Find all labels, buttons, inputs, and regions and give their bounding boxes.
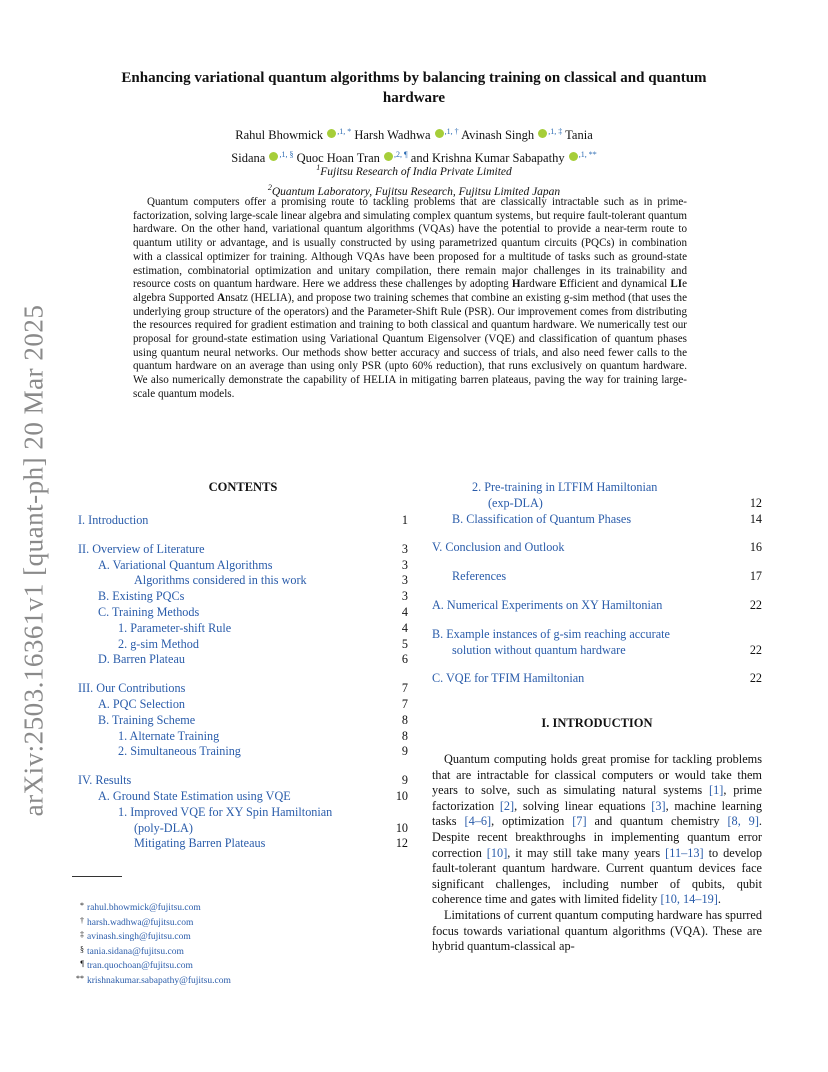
toc-entry[interactable] <box>78 513 408 529</box>
toc-entry-label: D. Barren Plateau <box>98 652 185 667</box>
intro-text: , solving linear equations <box>514 798 652 813</box>
introduction-heading: I. INTRODUCTION <box>541 716 653 730</box>
toc-entry-page: 7 <box>401 696 408 711</box>
author-marks: ,1, ** <box>578 150 597 159</box>
toc-spacer <box>78 668 408 681</box>
author-marks: ,1, * <box>337 127 352 136</box>
contents-right-column <box>432 480 762 687</box>
toc-spacer <box>432 614 762 627</box>
contents-left-column <box>78 480 408 852</box>
paper-title: Enhancing variational quantum algorithms by balancing training on classical and quantum hardware <box>121 70 707 106</box>
toc-entry-page: 1 <box>401 513 408 527</box>
footnote-divider <box>72 876 122 877</box>
toc-entry[interactable] <box>78 773 408 789</box>
footnote-mark: † <box>80 915 84 925</box>
author-name: Quoc Hoan Tran <box>296 151 380 165</box>
affiliation-1: $^1$Fujitsu Research of India Private Limited <box>316 163 512 178</box>
toc-entry[interactable] <box>78 697 408 713</box>
toc-entry[interactable] <box>78 713 408 729</box>
toc-entry-label: B. Classification of Quantum Phases <box>452 511 632 526</box>
intro-text: , prime factorization <box>432 783 762 813</box>
toc-spacer <box>78 529 408 542</box>
footnote-mark: * <box>80 901 84 910</box>
toc-entry-page: 3 <box>401 557 408 572</box>
toc-spacer <box>432 556 762 569</box>
intro-text: , optimization <box>491 814 573 829</box>
toc-entry-page: 4 <box>401 604 408 619</box>
toc-entry[interactable] <box>78 821 408 837</box>
introduction-body <box>432 752 762 955</box>
toc-entry[interactable] <box>78 558 408 574</box>
author-name: Sidana <box>231 151 266 165</box>
toc-entry[interactable] <box>78 542 408 558</box>
intro-text: to develop fault-tolerant quantum hardware. Current quantum devices face significant challenges, including number of qubits, qubit coherence time and gates with limited fidelity <box>432 845 763 907</box>
toc-entry-label: Mitigating Barren Plateaus <box>134 836 266 851</box>
toc-entry-label: I. Introduction <box>78 513 149 527</box>
toc-spacer <box>432 527 762 540</box>
author-line <box>150 122 678 145</box>
footnote-email-link[interactable]: tania.sidana@fujitsu.com <box>87 946 184 957</box>
author-marks: ,1, § <box>279 150 294 159</box>
toc-entry-page: 6 <box>401 652 408 667</box>
toc-entry[interactable] <box>78 637 408 653</box>
toc-entry-page: 8 <box>401 712 408 727</box>
toc-entry[interactable] <box>432 569 762 585</box>
toc-entry-label: C. VQE for TFIM Hamiltonian <box>432 671 585 686</box>
arxiv-stamp <box>4 300 64 820</box>
toc-entry-label: 1. Alternate Training <box>118 728 220 743</box>
toc-entry[interactable] <box>78 652 408 668</box>
citation-link[interactable]: [11–13] <box>665 845 704 860</box>
footnote-mark: ¶ <box>80 959 84 969</box>
toc-entry-label: (poly-DLA) <box>134 820 193 835</box>
intro-text: , it may still take many years <box>507 845 666 860</box>
toc-entry[interactable] <box>78 805 408 821</box>
toc-entry-label: (exp-DLA) <box>488 495 543 510</box>
toc-entry-page: 14 <box>749 511 762 526</box>
footnote-email-link[interactable]: avinash.singh@fujitsu.com <box>87 932 191 943</box>
toc-entry[interactable] <box>78 789 408 805</box>
footnote-mark: ‡ <box>80 930 84 940</box>
toc-entry-label: A. Variational Quantum Algorithms <box>98 557 273 572</box>
toc-list <box>78 513 408 852</box>
toc-entry-page: 7 <box>401 681 408 696</box>
toc-entry[interactable] <box>432 512 762 528</box>
toc-entry-page: 9 <box>401 744 408 759</box>
toc-entry-page: 5 <box>401 636 408 651</box>
toc-entry-label: 2. Simultaneous Training <box>118 744 241 759</box>
author-marks: ,2, ¶ <box>394 150 408 159</box>
toc-entry[interactable] <box>78 589 408 605</box>
citation-link[interactable]: [8, 9] <box>727 814 759 829</box>
affiliation-2: $^2$Quantum Laboratory, Fujitsu Research, Fujitsu Limited Japan <box>267 183 561 198</box>
footnote <box>70 958 400 973</box>
toc-entry-label: A. Ground State Estimation using VQE <box>98 788 291 803</box>
footnote <box>70 915 400 930</box>
orcid-icon[interactable] <box>327 129 336 138</box>
toc-entry-page: 8 <box>401 728 408 743</box>
intro-text: and quantum chemistry <box>586 814 728 829</box>
toc-entry[interactable] <box>78 836 408 852</box>
toc-entry-label: Algorithms considered in this work <box>134 573 307 588</box>
toc-entry[interactable] <box>78 744 408 760</box>
toc-entry-label: 1. Parameter-shift Rule <box>118 620 232 635</box>
toc-entry-label: IV. Results <box>78 773 132 788</box>
citation-link[interactable]: [7] <box>572 814 587 829</box>
footnote-email-link[interactable]: tran.quochoan@fujitsu.com <box>87 961 193 972</box>
toc-spacer <box>78 760 408 773</box>
toc-entry-label: III. Our Contributions <box>78 681 186 696</box>
toc-entry-label: V. Conclusion and Outlook <box>432 540 565 555</box>
toc-entry-page: 3 <box>401 573 408 588</box>
contents-heading: CONTENTS <box>208 480 278 494</box>
citation-link[interactable]: [3] <box>651 798 666 813</box>
orcid-icon[interactable] <box>538 129 547 138</box>
toc-entry[interactable] <box>78 681 408 697</box>
toc-entry-label: A. Numerical Experiments on XY Hamiltonian <box>432 597 663 612</box>
toc-entry[interactable] <box>432 540 762 556</box>
toc-entry[interactable] <box>432 496 762 512</box>
footnote <box>70 900 400 915</box>
intro-text: . <box>717 892 721 907</box>
toc-entry[interactable] <box>432 598 762 614</box>
toc-entry-label: A. PQC Selection <box>98 696 186 711</box>
toc-entry[interactable] <box>432 480 762 496</box>
footnote-email-link[interactable]: rahul.bhowmick@fujitsu.com <box>87 903 201 913</box>
citation-link[interactable]: [10] <box>486 845 508 860</box>
toc-entry-page: 16 <box>749 540 762 555</box>
toc-entry-label: References <box>452 569 507 584</box>
footnotes <box>70 900 400 988</box>
toc-spacer <box>432 658 762 671</box>
intro-paragraph: Limitations of current quantum computing hardware has spurred focus towards variational quantum algorithms (VQA). These are hybrid quantum-classical ap- <box>432 907 762 954</box>
footnote <box>70 944 400 959</box>
toc-entry-label: 2. Pre-training in LTFIM Hamiltonian <box>472 480 658 494</box>
toc-entry-label: II. Overview of Literature <box>78 541 205 556</box>
toc-entry-page: 22 <box>749 597 762 612</box>
toc-list <box>432 480 762 687</box>
toc-entry[interactable] <box>432 671 762 687</box>
footnote-mark: ** <box>76 973 84 983</box>
author-name: Rahul Bhowmick <box>235 128 324 142</box>
citation-link[interactable]: [2] <box>499 798 515 813</box>
toc-entry-page: 17 <box>749 569 762 584</box>
arxiv-id: arXiv:2503.16361v1 [quant-ph] 20 Mar 2025 <box>18 304 49 816</box>
footnote-email-link[interactable]: harsh.wadhwa@fujitsu.com <box>87 917 194 928</box>
intro-text: , machine learning tasks <box>432 798 762 829</box>
toc-entry-page: 9 <box>401 773 408 788</box>
toc-entry-label: 2. g-sim Method <box>118 636 199 651</box>
toc-entry-page: 3 <box>401 589 408 604</box>
author-name: Avinash Singh <box>461 128 535 142</box>
citation-link[interactable]: [1] <box>709 783 724 798</box>
footnote <box>70 929 400 944</box>
citation-link[interactable]: [10, 14–19] <box>660 892 718 907</box>
author-marks: ,1, ‡ <box>548 127 563 136</box>
toc-entry-label: B. Training Scheme <box>98 712 196 727</box>
toc-entry[interactable] <box>78 573 408 589</box>
toc-entry-page: 4 <box>401 620 408 635</box>
toc-entry-page: 3 <box>401 541 408 556</box>
author-name: and Krishna Kumar Sabapathy <box>410 151 565 165</box>
toc-entry[interactable] <box>432 643 762 659</box>
toc-entry[interactable] <box>78 605 408 621</box>
intro-text: Quantum computing holds great promise for tackling problems that are intractable for classical computers or would take them years to solve, such as simulating natural systems <box>432 752 762 798</box>
toc-entry-page: 22 <box>749 671 762 686</box>
intro-paragraph <box>432 752 762 908</box>
footnote-email-link[interactable]: krishnakumar.sabapathy@fujitsu.com <box>87 975 231 986</box>
toc-entry-page: 10 <box>395 788 408 803</box>
toc-entry-page: 22 <box>749 642 762 657</box>
toc-entry-page: 12 <box>395 836 408 851</box>
abstract: Quantum computers offer a promising route to tackling problems that are classically intractable such as in prime-factorization, solving large-scale linear algebra and simulating complex quantum systems, but require fault-tolerant quantum hardware. On the other hand, variational quantum algorithms (VQAs) have the potential to provide a near-term route to quantum utility or advantage, and is usually constructed by using parametrized quantum circuits (PQCs) in combination with a classical optimizer for training. Although VQAs have been proposed for a multitude of tasks such as ground-state estimation, combinatorial optimization and unitary compilation, there remain major challenges in its trainability and resource costs on quantum hardware. Here we address these challenges by adopting Hardware Efficient and dynamical LIe algebra Supported Ansatz (HELIA), and propose two training schemes that combine an existing g-sim method (that uses the underlying group structure of the operators) and the Parameter-Shift Rule (PSR). Our improvement comes from distributing the resources required for gradient estimation and training to both classical and quantum hardware. We numerically test our proposal for ground-state estimation using Variational Quantum Eigensolver (VQE) and classification of quantum phases using quantum neural networks. Our methods show better accuracy and success of trials, and also need fewer calls to the quantum hardware on an average than using only PSR (upto 60% reduction), that runs exclusively on quantum hardware. We also numerically demonstrate the capability of HELIA in mitigating barren plateaus, paving the way for training large-scale quantum models. <box>133 196 688 400</box>
orcid-icon[interactable] <box>435 129 444 138</box>
toc-entry[interactable] <box>78 621 408 637</box>
toc-spacer <box>432 585 762 598</box>
author-marks: ,1, † <box>444 127 459 136</box>
toc-entry[interactable] <box>78 729 408 745</box>
author-name: Tania <box>565 128 593 142</box>
citation-link[interactable]: [4–6] <box>464 814 492 829</box>
footnote-mark: § <box>80 944 84 954</box>
toc-entry-label: solution without quantum hardware <box>452 642 626 657</box>
toc-entry-page: 12 <box>749 495 762 510</box>
toc-entry-label: B. Existing PQCs <box>98 589 185 604</box>
toc-entry-label: C. Training Methods <box>98 604 200 619</box>
affiliations <box>150 160 678 200</box>
footnote <box>70 973 400 988</box>
intro-text: . Despite recent breakthroughs in implementing quantum error correction <box>432 814 762 860</box>
toc-entry-label: 1. Improved VQE for XY Spin Hamiltonian <box>118 804 333 819</box>
toc-entry-label: B. Example instances of g-sim reaching accurate <box>432 626 670 641</box>
toc-entry-page: 10 <box>395 820 408 835</box>
toc-entry[interactable] <box>432 627 762 643</box>
author-name: Harsh Wadhwa <box>354 128 431 142</box>
